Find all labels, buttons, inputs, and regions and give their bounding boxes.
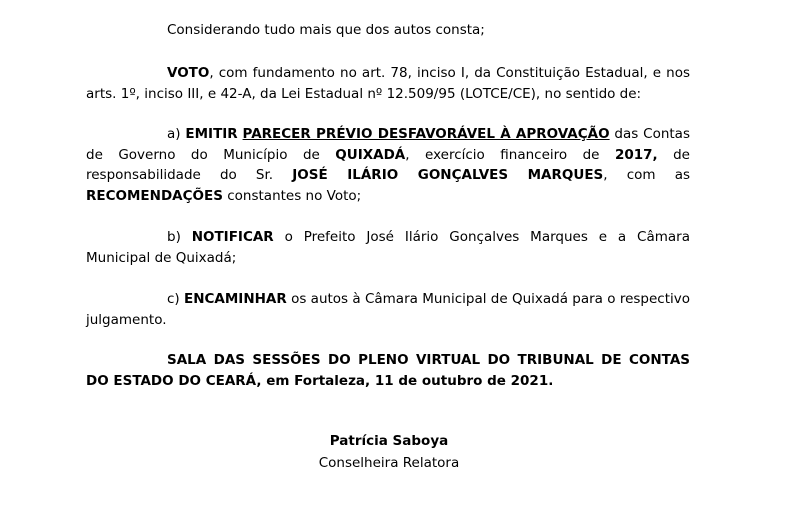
item-b-lead: b) — [167, 229, 192, 245]
item-b-text: o Prefeito José Ilário Gonçalves Marques e a Câmara Municipal de Quixadá; — [86, 229, 690, 266]
item-a-text-5: constantes no Voto; — [222, 187, 362, 204]
responsavel-name: JOSÉ ILÁRIO GONÇALVES MARQUES — [292, 167, 604, 183]
encaminhar-label: ENCAMINHAR — [184, 291, 287, 307]
recomendacoes-label: RECOMENDAÇÕES — [86, 187, 223, 204]
voto-text: , com fundamento no art. 78, inciso I, da Constituição Estadual, e nos arts. 1º, inciso III, e 42-A, da Lei Estadual nº 12.509/95 (LOTCE/CE), no sentido de: — [86, 65, 690, 102]
paragraph-sala-sessoes — [86, 350, 690, 391]
item-c-text: os autos à Câmara Municipal de Quixadá para o respectivo julgamento. — [86, 291, 691, 328]
exercicio-year: 2017, — [614, 146, 658, 163]
item-a-text-3: de responsabilidade do Sr. — [86, 146, 690, 183]
emitir-label: EMITIR — [185, 126, 238, 142]
paragraph-item-b — [86, 227, 690, 268]
notificar-label: NOTIFICAR — [191, 229, 274, 245]
signature-role: Conselheira Relatora — [318, 455, 460, 471]
sala-sessoes-text: SALA DAS SESSÕES DO PLENO VIRTUAL DO TRIBUNAL DE CONTAS DO ESTADO DO CEARÁ, em Fortaleza, 11 de outubro de 2021. — [86, 352, 690, 389]
item-a-lead: a) — [167, 126, 186, 142]
item-a-text-1: das Contas de Governo do Município de — [86, 126, 690, 163]
voto-label: VOTO — [167, 65, 210, 81]
paragraph-item-c — [86, 289, 690, 330]
parecer-label: PARECER PRÉVIO DESFAVORÁVEL À APROVAÇÃO — [242, 126, 610, 142]
paragraph-item-a — [86, 124, 690, 206]
considerando-text: Considerando tudo mais que dos autos consta; — [167, 22, 485, 38]
paragraph-voto — [86, 63, 690, 104]
item-c-lead: c) — [167, 291, 184, 307]
item-a-text-2: , exercício financeiro de — [405, 146, 615, 163]
municipio-name: QUIXADÁ — [335, 146, 406, 163]
paragraph-considerando — [86, 20, 690, 41]
item-a-text-4: , com as — [603, 167, 690, 183]
signature-name: Patrícia Saboya — [329, 433, 449, 449]
